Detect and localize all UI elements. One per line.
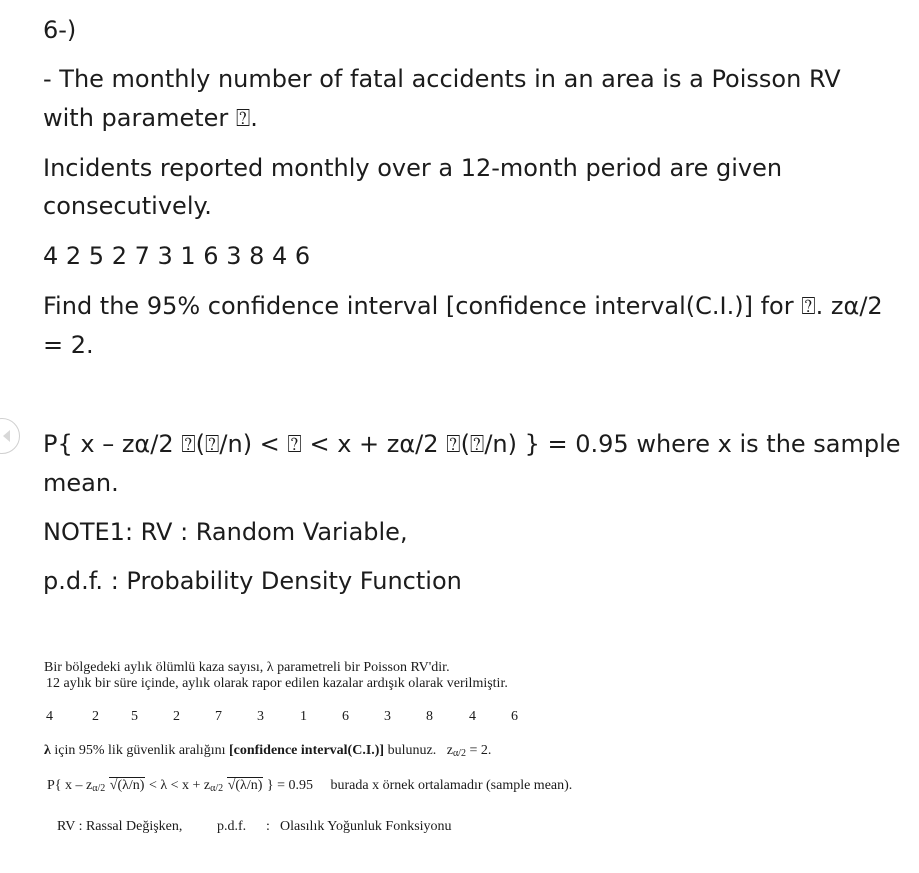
problem-line-6: = 2. — [43, 331, 94, 359]
problem-line-2: with parameter ⍰. — [43, 104, 258, 132]
problem-line-4: consecutively. — [43, 192, 212, 220]
problem-line-1: - The monthly number of fatal accidents in an area is a Poisson RV — [43, 65, 841, 93]
ci-rest: bulunuz. — [384, 743, 437, 758]
turkish-formula-line — [47, 778, 572, 794]
problem-line-5: Find the 95% confidence interval [confidence interval(C.I.)] for ⍰. zα/2 — [43, 292, 883, 320]
formula-left: P{ x – z — [47, 778, 93, 793]
sequence-value: 8 — [426, 709, 433, 724]
note-rv: NOTE1: RV : Random Variable, — [43, 518, 408, 546]
turkish-pdf-colon: : — [266, 819, 270, 834]
formula-subscript: α/2 — [92, 783, 106, 794]
formula-mid: < λ < x + z — [145, 778, 211, 793]
sqrt-term: √(λ/n) — [109, 778, 145, 793]
sequence-value: 7 — [215, 709, 222, 724]
sequence-value: 4 — [46, 709, 53, 724]
ci-text: için 95% lik güvenlik aralığını — [50, 743, 229, 758]
sequence-value: 1 — [300, 709, 307, 724]
z-symbol: z — [446, 743, 453, 758]
margin-arrow-icon[interactable] — [0, 418, 20, 454]
turkish-pdf-text: Olasılık Yoğunluk Fonksiyonu — [280, 819, 452, 834]
formula-right: } = 0.95 — [263, 778, 313, 793]
turkish-ci-line — [44, 743, 491, 759]
sequence-value: 6 — [511, 709, 518, 724]
formula-line: P{ x – zα/2 ⍰(⍰/n) < ⍰ < x + zα/2 ⍰(⍰/n) } = 0.95 where x is the sample — [43, 430, 901, 458]
z-value: = 2. — [465, 743, 492, 758]
turkish-line-1: Bir bölgedeki aylık ölümlü kaza sayısı, λ parametreli bir Poisson RV'dir. — [44, 660, 450, 675]
sequence-value: 6 — [342, 709, 349, 724]
sequence-value: 3 — [257, 709, 264, 724]
sequence-value: 3 — [384, 709, 391, 724]
data-sequence: 4 2 5 2 7 3 1 6 3 8 4 6 — [43, 242, 311, 270]
sequence-value: 2 — [92, 709, 99, 724]
sequence-value: 2 — [173, 709, 180, 724]
ci-bold: [confidence interval(C.I.)] — [228, 743, 385, 758]
sequence-value: 4 — [469, 709, 476, 724]
formula-subscript: α/2 — [210, 783, 224, 794]
note-pdf: p.d.f. : Probability Density Function — [43, 567, 462, 595]
sequence-value: 5 — [131, 709, 138, 724]
problem-line-3: Incidents reported monthly over a 12-month period are given — [43, 154, 783, 182]
question-number: 6-) — [43, 16, 77, 44]
formula-line-cont: mean. — [43, 469, 119, 497]
z-subscript: α/2 — [452, 748, 466, 759]
lambda-symbol: λ — [44, 743, 51, 758]
turkish-pdf-abbrev: p.d.f. — [217, 819, 247, 834]
formula-note: burada x örnek ortalamadır (sample mean). — [330, 778, 573, 793]
turkish-sequence — [44, 709, 524, 727]
sqrt-term: √(λ/n) — [227, 778, 263, 793]
turkish-rv-label: RV : Rassal Değişken, — [57, 819, 183, 834]
turkish-line-2: 12 aylık bir süre içinde, aylık olarak rapor edilen kazalar ardışık olarak verilmiştir. — [46, 676, 508, 691]
